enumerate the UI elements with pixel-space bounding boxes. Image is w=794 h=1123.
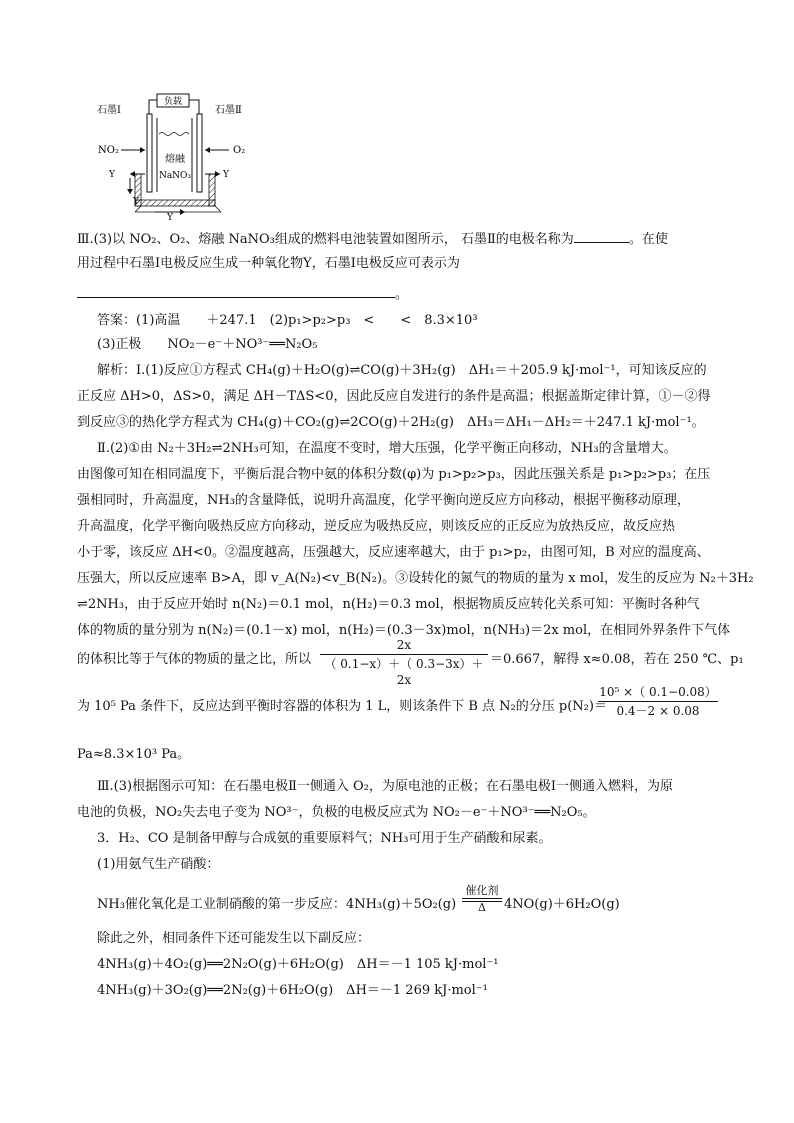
catalyst-arrow [462, 885, 502, 914]
explanation-line-4: Ⅱ.(2)①由 N₂＋3H₂⇌2NH₃可知，在温度不变时，增大压强，化学平衡正向移动，NH₃的含量增大。 [97, 441, 677, 456]
fraction-2-numerator: 10⁵ ×（ 0.1−0.08） [599, 685, 717, 699]
fraction-1-numerator: 2x [396, 638, 412, 652]
explanation-line-2: 正反应 ΔH>0，ΔS>0，满足 ΔH－TΔS<0，因此反应自发进行的条件是高温；根据盖斯定律计算，①－②得 [77, 389, 711, 404]
question-3c-tail: 。 [395, 287, 409, 302]
y-label-bottom: Y [167, 213, 173, 222]
explanation-line-7: 升高温度，化学平衡向吸热反应方向移动，逆反应为吸热反应，则该反应的正反应为放热反应，故反应热 [77, 519, 676, 534]
question-3c-line [77, 283, 408, 305]
fraction-partial-pressure [598, 684, 718, 719]
explanation-line-5: 由图像可知在相同温度下，平衡后混合物中氨的体积分数(φ)为 p₁>p₂>p₃，因此压强关系是 p₁>p₂>p₃；在压 [77, 467, 711, 482]
question-3a-tail: 。在使 [628, 232, 668, 247]
explanation-line-1: 解析：Ⅰ.(1)反应①方程式 CH₄(g)＋H₂O(g)⇌CO(g)＋3H₂(g) ΔH₁＝＋205.9 kJ·mol⁻¹，可知该反应的 [97, 363, 707, 378]
explanation-line-15: Ⅲ.(3)根据图示可知：在石墨电极Ⅱ一侧通入 O₂，为原电池的正极；在石墨电极Ⅰ一侧通入燃料，为原 [97, 779, 674, 794]
question-3-equation-products: 4NO(g)＋6H₂O(g) [504, 897, 620, 912]
question-3-title: 3．H₂、CO 是制备甲醇与合成氨的重要原料气；NH₃可用于生产硝酸和尿素。 [97, 831, 552, 846]
graphite-2-electrode [197, 114, 202, 192]
fraction-1-denominator: （ 0.1−x）＋（ 0.3−3x）＋2x [324, 657, 484, 687]
explanation-line-13: 为 10⁵ Pa 条件下，反应达到平衡时容器的体积为 1 L，则该条件下 B 点 N₂的分压 p(N₂)＝ [77, 699, 607, 714]
melt-label: 熔融 [165, 154, 185, 165]
question-3-part-1: (1)用氨气生产硝酸： [97, 857, 220, 872]
answer-blank-electrode [574, 228, 629, 243]
explanation-line-12b: ＝0.667，解得 x≈0.08，若在 250 ℃、p₁ [490, 652, 744, 667]
fraction-2-denominator: 0.4－2 × 0.08 [616, 704, 700, 718]
explanation-line-11: 体的物质的量分别为 n(N₂)＝(0.1－x) mol，n(H₂)＝(0.3－3x)mol，n(NH₃)＝2x mol，在相同外界条件下气体 [77, 623, 731, 638]
graphite-2-label: 石墨Ⅱ [215, 105, 242, 116]
answer-line-2: (3)正极 NO₂－e⁻＋NO³⁻══N₂O₅ [97, 337, 318, 352]
question-3a-text: Ⅲ.(3)以 NO₂、O₂、熔融 NaNO₃组成的燃料电池装置如图所示， 石墨Ⅱ的电极名称为 [77, 232, 574, 247]
graphite-1-label: 石墨Ⅰ [97, 105, 121, 116]
explanation-line-16: 电池的负极，NO₂失去电子变为 NO³⁻，负极的电极反应式为 NO₂－e⁻＋NO³⁻══N₂O₅。 [77, 805, 596, 820]
side-reaction-2: 4NH₃(g)＋3O₂(g)══2N₂(g)＋6H₂O(g) ΔH＝－1 269 kJ·mol⁻¹ [97, 983, 488, 998]
answer-blank-reaction [77, 283, 395, 298]
explanation-line-6: 强相同时，升高温度，NH₃的含量降低，说明升高温度，化学平衡向逆反应方向移动，根据平衡移动原理， [77, 493, 690, 508]
explanation-line-3: 到反应③的热化学方程式为 CH₄(g)＋CO₂(g)⇌2CO(g)＋2H₂(g) ΔH₃＝ΔH₁－ΔH₂＝＋247.1 kJ·mol⁻¹。 [77, 415, 705, 430]
question-3a-line [77, 228, 668, 250]
explanation-line-12a: 的体积比等于气体的物质的量之比，所以 [77, 652, 312, 667]
explanation-line-10: ⇌2NH₃，由于反应开始时 n(N₂)＝0.1 mol，n(H₂)＝0.3 mol，根据物质反应转化关系可知：平衡时各种气 [77, 597, 700, 612]
heat-label: Δ [478, 901, 486, 914]
y-label-bottom-left: Y [133, 197, 139, 207]
side-reaction-1: 4NH₃(g)＋4O₂(g)══2N₂O(g)＋6H₂O(g) ΔH＝－1 105 kJ·mol⁻¹ [97, 957, 499, 972]
no2-label: NO₂ [98, 145, 119, 156]
explanation-line-9: 压强大，所以反应速率 B>A，即 v_A(N₂)<v_B(N₂)。③设转化的氮气的物质的量为 x mol，发生的反应为 N₂＋3H₂ [77, 571, 754, 586]
o2-label: O₂ [233, 145, 246, 156]
y-label-left: Y [109, 170, 115, 180]
fuel-cell-diagram [95, 92, 255, 222]
load-label: 负载 [163, 97, 183, 107]
y-label-right: Y [223, 170, 229, 180]
nano3-label: NaNO₃ [158, 171, 192, 181]
question-3-equation-main: NH₃催化氧化是工业制硝酸的第一步反应：4NH₃(g)＋5O₂(g) [97, 897, 457, 912]
answer-line-1: 答案：(1)高温 ＋247.1 (2)p₁>p₂>p₃ < < 8.3×10³ [97, 313, 478, 328]
catalyst-label: 催化剂 [465, 884, 499, 897]
fraction-mole-ratio [320, 637, 488, 688]
explanation-line-14: Pa≈8.3×10³ Pa。 [77, 747, 191, 762]
explanation-line-8: 小于零，该反应 ΔH<0。②温度越高，压强越大，反应速率越大，由于 p₁>p₂，由图可知，B 对应的温度高、 [77, 545, 710, 560]
question-3b-line: 用过程中石墨Ⅰ电极反应生成一种氧化物Y，石墨Ⅰ电极反应可表示为 [77, 256, 460, 271]
question-3-side-reactions-intro: 除此之外，相同条件下还可能发生以下副反应： [97, 931, 371, 946]
graphite-1-electrode [147, 114, 152, 192]
